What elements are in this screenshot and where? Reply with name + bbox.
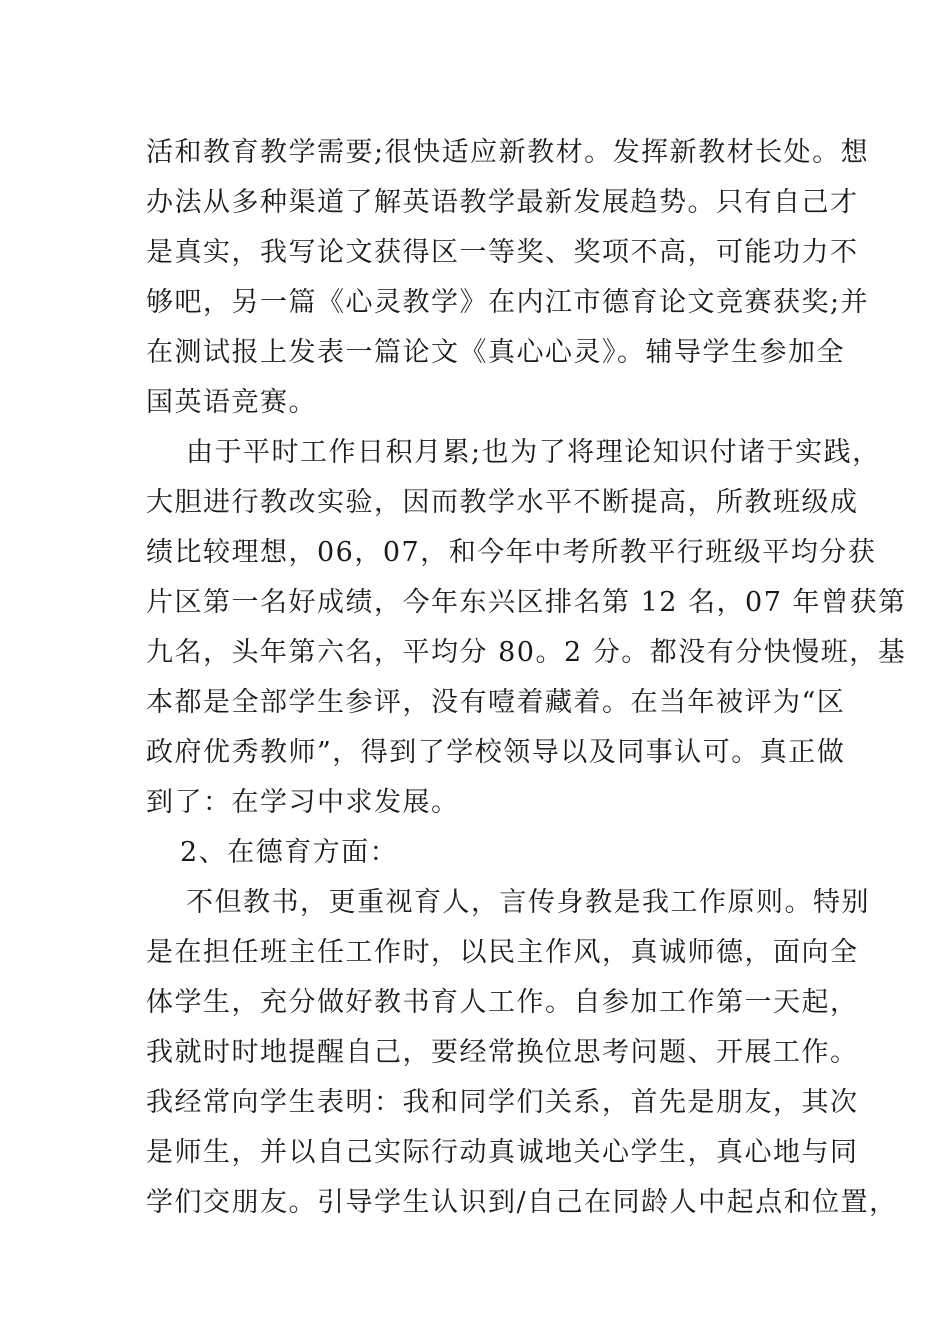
text-line: 到了：在学习中求发展。 — [146, 787, 460, 818]
text-line: 够吧，另一篇《心灵教学》在内江市德育论文竞赛获奖;并 — [146, 287, 870, 318]
text-line: 学们交朋友。引导学生认识到/自己在同龄人中起点和位置， — [146, 1187, 898, 1218]
text-line: 办法从多种渠道了解英语教学最新发展趋势。只有自己才 — [146, 187, 859, 218]
text-line: 绩比较理想，06，07，和今年中考所教平行班级平均分获 — [146, 537, 877, 568]
text-line: 我经常向学生表明：我和同学们关系，首先是朋友，其次 — [146, 1087, 859, 1118]
text-line: 是真实，我写论文获得区一等奖、奖项不高，可能功力不 — [146, 237, 859, 268]
text-line: 我就时时地提醒自己，要经常换位思考问题、开展工作。 — [146, 1037, 859, 1068]
text-line: 政府优秀教师”，得到了学校领导以及同事认可。真正做 — [146, 737, 846, 768]
text-line: 国英语竞赛。 — [146, 387, 317, 418]
text-line: 是师生，并以自己实际行动真诚地关心学生，真心地与同 — [146, 1137, 859, 1168]
text-line: 大胆进行教改实验，因而教学水平不断提高，所教班级成 — [146, 487, 859, 518]
text-line: 活和教育教学需要;很快适应新教材。发挥新教材长处。想 — [146, 137, 870, 168]
paragraph-start-line: 不但教书，更重视育人，言传身教是我工作原则。特别 — [186, 887, 870, 918]
text-line: 九名，头年第六名，平均分 80。2 分。都没有分快慢班，基 — [146, 637, 907, 668]
text-line: 体学生，充分做好教书育人工作。自参加工作第一天起， — [146, 987, 859, 1018]
text-line: 是在担任班主任工作时，以民主作风，真诚师德，面向全 — [146, 937, 859, 968]
paragraph-start-line: 由于平时工作日积月累;也为了将理论知识付诸于实践， — [186, 437, 881, 468]
text-line: 在测试报上发表一篇论文《真心心灵》。辅导学生参加全 — [146, 337, 845, 368]
section-heading: 2、在德育方面： — [180, 837, 399, 868]
text-line: 片区第一名好成绩，今年东兴区排名第 12 名，07 年曾获第 — [146, 587, 907, 618]
text-line: 本都是全部学生参评，没有噎着藏着。在当年被评为“区 — [146, 687, 846, 718]
